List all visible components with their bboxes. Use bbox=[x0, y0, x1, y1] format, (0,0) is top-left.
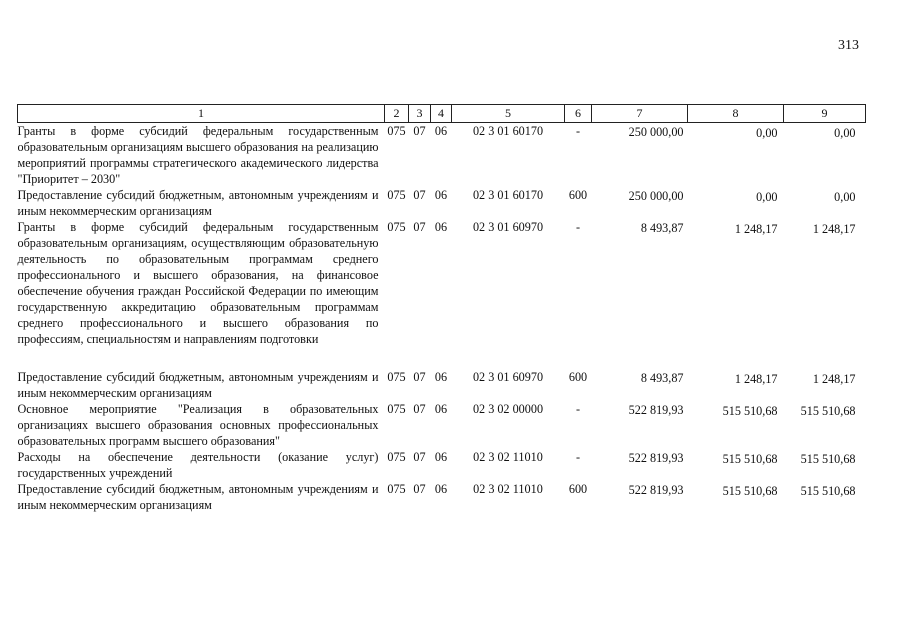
row-amount-col9: 515 510,68 bbox=[800, 452, 856, 466]
table-row bbox=[18, 123, 866, 188]
table-row bbox=[18, 481, 866, 513]
row-subsection-code: 06 bbox=[434, 220, 448, 234]
row-subsection-code: 06 bbox=[434, 188, 448, 202]
row-target-article: 02 3 01 60170 bbox=[472, 124, 544, 138]
row-target-article: 02 3 01 60970 bbox=[472, 220, 544, 234]
row-expense-type: - bbox=[575, 450, 581, 464]
row-amount-col9: 515 510,68 bbox=[800, 404, 856, 418]
row-ministry-code: 075 bbox=[387, 402, 406, 416]
row-description: Гранты в форме субсидий федеральным государственным образовательным организациям, осуществляющим образовательную деятельность по образовательным программам среднего профессионального и высшего образования, на финансовое обеспечение обучения граждан Российской Федерации по имеющим государственную аккредитацию образовательным программам среднего профессионального и высшего образования по профессиям, специальностям и направлениям подготовки bbox=[17, 220, 379, 346]
row-ministry-code: 075 bbox=[387, 220, 406, 234]
row-ministry-code: 075 bbox=[387, 370, 406, 384]
header-col-3: 3 bbox=[409, 105, 431, 123]
row-target-article: 02 3 01 60970 bbox=[472, 370, 544, 384]
row-ministry-code: 075 bbox=[387, 188, 406, 202]
row-amount-col9: 0,00 bbox=[834, 190, 856, 204]
row-amount-col7: 522 819,93 bbox=[628, 403, 684, 417]
table-body bbox=[18, 123, 866, 514]
row-amount-col9: 1 248,17 bbox=[812, 222, 856, 236]
table-row bbox=[18, 401, 866, 449]
budget-table bbox=[17, 104, 866, 513]
table-row bbox=[18, 369, 866, 401]
row-amount-col7: 250 000,00 bbox=[628, 189, 684, 203]
header-col-8: 8 bbox=[688, 105, 784, 123]
header-col-2: 2 bbox=[385, 105, 409, 123]
row-amount-col8: 515 510,68 bbox=[722, 484, 778, 498]
row-amount-col9: 1 248,17 bbox=[812, 372, 856, 386]
header-col-5: 5 bbox=[452, 105, 565, 123]
row-subsection-code: 06 bbox=[434, 402, 448, 416]
row-amount-col8: 0,00 bbox=[756, 190, 778, 204]
header-col-9: 9 bbox=[784, 105, 866, 123]
row-ministry-code: 075 bbox=[387, 124, 406, 138]
row-amount-col8: 0,00 bbox=[756, 126, 778, 140]
row-amount-col8: 515 510,68 bbox=[722, 404, 778, 418]
header-col-1: 1 bbox=[18, 105, 385, 123]
row-target-article: 02 3 02 00000 bbox=[472, 402, 544, 416]
table-header bbox=[18, 105, 866, 123]
row-amount-col8: 515 510,68 bbox=[722, 452, 778, 466]
row-description: Основное мероприятие "Реализация в образовательных организациях высшего образования основных профессиональных образовательных программ высшего образования" bbox=[17, 402, 379, 448]
row-description: Расходы на обеспечение деятельности (оказание услуг) государственных учреждений bbox=[17, 450, 379, 480]
row-expense-type: - bbox=[575, 402, 581, 416]
row-description: Предоставление субсидий бюджетным, автономным учреждениям и иным некоммерческим организациям bbox=[17, 188, 379, 218]
table-row bbox=[18, 219, 866, 347]
row-amount-col8: 1 248,17 bbox=[734, 372, 778, 386]
header-col-7: 7 bbox=[592, 105, 688, 123]
row-section-code: 07 bbox=[413, 482, 426, 496]
row-section-code: 07 bbox=[413, 188, 426, 202]
row-amount-col8: 1 248,17 bbox=[734, 222, 778, 236]
row-target-article: 02 3 02 11010 bbox=[473, 450, 543, 464]
page-number: 313 bbox=[838, 38, 859, 53]
row-expense-type: 600 bbox=[568, 482, 588, 496]
row-target-article: 02 3 02 11010 bbox=[473, 482, 543, 496]
row-amount-col7: 8 493,87 bbox=[640, 371, 684, 385]
row-amount-col7: 250 000,00 bbox=[628, 125, 684, 139]
row-section-code: 07 bbox=[413, 450, 426, 464]
header-col-4: 4 bbox=[431, 105, 452, 123]
row-section-code: 07 bbox=[413, 370, 426, 384]
row-amount-col7: 8 493,87 bbox=[640, 221, 684, 235]
row-subsection-code: 06 bbox=[434, 370, 448, 384]
row-expense-type: 600 bbox=[568, 370, 588, 384]
row-description: Предоставление субсидий бюджетным, автономным учреждениям и иным некоммерческим организациям bbox=[17, 482, 379, 512]
row-description: Гранты в форме субсидий федеральным государственным образовательным организациям высшего образования на реализацию мероприятий программы стратегического академического лидерства "Приоритет – 2030" bbox=[17, 124, 379, 186]
table-row bbox=[18, 449, 866, 481]
row-ministry-code: 075 bbox=[387, 482, 406, 496]
row-ministry-code: 075 bbox=[387, 450, 406, 464]
row-section-code: 07 bbox=[413, 124, 426, 138]
row-target-article: 02 3 01 60170 bbox=[472, 188, 544, 202]
row-subsection-code: 06 bbox=[434, 450, 448, 464]
row-expense-type: 600 bbox=[568, 188, 588, 202]
row-subsection-code: 06 bbox=[434, 482, 448, 496]
row-amount-col9: 515 510,68 bbox=[800, 484, 856, 498]
table-row bbox=[18, 187, 866, 219]
row-amount-col7: 522 819,93 bbox=[628, 451, 684, 465]
row-amount-col9: 0,00 bbox=[834, 126, 856, 140]
row-spacer bbox=[18, 347, 866, 369]
row-expense-type: - bbox=[575, 124, 581, 138]
row-amount-col7: 522 819,93 bbox=[628, 483, 684, 497]
row-section-code: 07 bbox=[413, 402, 426, 416]
header-col-6: 6 bbox=[565, 105, 592, 123]
row-section-code: 07 bbox=[413, 220, 426, 234]
row-description: Предоставление субсидий бюджетным, автономным учреждениям и иным некоммерческим организациям bbox=[17, 370, 379, 400]
row-subsection-code: 06 bbox=[434, 124, 448, 138]
row-expense-type: - bbox=[575, 220, 581, 234]
